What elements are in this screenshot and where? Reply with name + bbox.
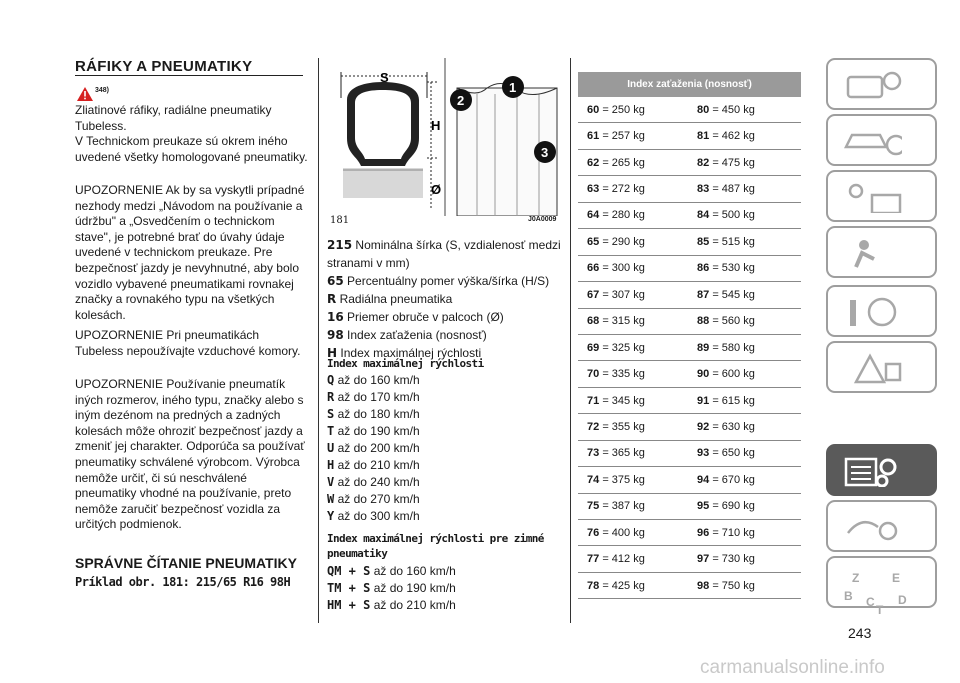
table-cell: 67 = 307 kg [587,288,645,301]
speed-row: R až do 170 km/h [327,390,420,404]
page-number: 243 [848,625,872,641]
legend-key: 98 [327,328,344,342]
table-cell: 84 = 500 kg [697,209,755,222]
speed-index-title: Index maximálnej rýchlosti [327,357,484,370]
table-cell: 64 = 280 kg [587,209,645,222]
table-cell: 92 = 630 kg [697,420,755,433]
callout-3: 3 [541,145,549,160]
intro-paragraph: Zliatinové ráfiky, radiálne pneumatiky Tubeless. [75,103,272,133]
legend-text: Priemer obruče v palcoch (Ø) [347,310,504,324]
notice-paragraph-1: UPOZORNENIE Ak by sa vyskytli prípadné nezhody medzi „Návodom na používanie a údržbu" a „Osvedčením o technickom stave", je potrebné brať do úvahy údaje uvedené v technickom preukaze. Pre bezpečnosť jazdy je nevyhnutné, aby bolo vozidlo vybavené pneumatikami rovnakej značky a rovnakého typu na všetkých kolesách. [75,183,305,322]
warning-lights-icon [842,181,902,213]
table-row [578,573,801,599]
legend-key: 215 [327,238,353,252]
safety-airbag-icon [842,237,902,269]
winter-speed-row: TM + S až do 190 km/h [327,581,456,595]
speed-row: U až do 200 km/h [327,441,420,455]
table-cell: 70 = 335 kg [587,368,645,381]
figure-code: J0A0009 [528,216,557,223]
legend-text: Nominálna šírka (S, vzdialenosť medzi stranami v mm) [327,238,561,270]
speed-row: H až do 210 km/h [327,458,420,472]
load-index-table [578,72,801,599]
speed-row: W až do 270 km/h [327,492,420,506]
table-cell: 95 = 690 kg [697,500,755,513]
table-cell: 66 = 300 kg [587,262,645,275]
table-cell: 65 = 290 kg [587,235,645,248]
warning-reference: 348) [95,87,110,94]
table-cell: 82 = 475 kg [697,156,755,169]
table-row [578,388,801,414]
legend-item [327,236,562,272]
width-label: S [380,70,389,85]
steering-wheel-icon [842,296,902,328]
table-cell: 74 = 375 kg [587,473,645,486]
watermark: carmanualsonline.info [700,657,885,678]
car-dashboard-icon [842,69,902,101]
warning-triangle-icon [77,87,93,101]
table-cell: 81 = 462 kg [697,130,755,143]
tyre-reading-title: SPRÁVNE ČÍTANIE PNEUMATIKY [75,555,297,571]
car-info-icon [842,125,902,157]
table-cell: 96 = 710 kg [697,526,755,539]
callout-2: 2 [457,93,465,108]
table-cell: 62 = 265 kg [587,156,645,169]
legend-text: Index maximálnej rýchlosti [340,346,482,360]
chapter-tab[interactable] [826,341,937,393]
table-row [578,150,801,176]
page-title: RÁFIKY A PNEUMATIKY [75,58,253,75]
legend-key: 65 [327,274,344,288]
tyre-example: Príklad obr. 181: 215/65 R16 98H [75,575,291,589]
table-cell: 88 = 560 kg [697,315,755,328]
table-cell: 85 = 515 kg [697,235,755,248]
legend-text: Radiálna pneumatika [339,292,453,306]
table-cell: 91 = 615 kg [697,394,755,407]
table-cell: 94 = 670 kg [697,473,755,486]
speed-row: Q až do 160 km/h [327,373,420,387]
table-row [578,520,801,546]
table-header: Index zaťaženia (nosnosť) [578,72,801,97]
table-row [578,494,801,520]
legend-text: Percentuálny pomer výška/šírka (H/S) [347,274,550,288]
table-cell: 80 = 450 kg [697,103,755,116]
table-cell: 60 = 250 kg [587,103,645,116]
registration-paragraph: V Technickom preukaze sú okrem iného uvedené všetky homologované pneumatiky. [75,134,308,164]
table-row [578,229,801,255]
table-cell: 71 = 345 kg [587,394,645,407]
notice-paragraph-3: UPOZORNENIE Používanie pneumatík iných rozmerov, iného typu, značky alebo s iným dezénom na predných a zadných kolesách môže ohroziť bezpečnosť jazdy a zmeniť jej charakter. Odporúča sa používať pneumatiky schválené výrobcom. Výrobca nemôže určiť, či sú neschválené pneumatiky vhodné na používanie, preto nemôže zaručiť bezpečnosť vozidla za určitých podmienok. [75,377,305,532]
table-row [578,546,801,572]
table-row [578,256,801,282]
table-cell: 68 = 315 kg [587,315,645,328]
table-row [578,467,801,493]
speed-row: Y až do 300 km/h [327,509,420,523]
table-row [578,441,801,467]
table-cell: 83 = 487 kg [697,183,755,196]
table-row [578,335,801,361]
table-row [578,309,801,335]
table-cell: 93 = 650 kg [697,447,755,460]
legend-text: Index zaťaženia (nosnosť) [347,328,487,342]
table-row [578,361,801,387]
winter-speed-row: HM + S až do 210 km/h [327,598,456,612]
table-body [578,97,801,599]
table-cell: 75 = 387 kg [587,500,645,513]
emergency-icon [842,352,902,384]
diameter-label: Ø [431,182,442,197]
figure-number: 181 [330,215,350,226]
table-cell: 69 = 325 kg [587,341,645,354]
index-letters-icon: Z E B C T D [844,571,907,617]
table-cell: 87 = 545 kg [697,288,755,301]
title-divider [75,75,303,76]
table-cell: 77 = 412 kg [587,553,645,566]
legend-item [327,326,562,344]
chapter-tab[interactable] [826,114,937,166]
table-cell: 98 = 750 kg [697,579,755,592]
callout-1: 1 [509,80,517,95]
chapter-tab[interactable] [826,500,937,552]
speed-row: S až do 180 km/h [327,407,420,421]
chapter-tab[interactable] [826,58,937,110]
table-row [578,282,801,308]
table-cell: 76 = 400 kg [587,526,645,539]
table-row [578,123,801,149]
tyre-diagram [327,58,563,216]
table-row [578,176,801,202]
table-row [578,203,801,229]
column-divider [570,58,571,623]
legend-key: R [327,292,337,306]
table-cell: 97 = 730 kg [697,553,755,566]
table-cell: 63 = 272 kg [587,183,645,196]
legend-item [327,308,562,326]
table-cell: 86 = 530 kg [697,262,755,275]
height-label: H [431,118,441,133]
table-cell: 78 = 425 kg [587,579,645,592]
speed-row: T až do 190 km/h [327,424,420,438]
table-row [578,97,801,123]
technical-data-icon [842,455,902,487]
table-row [578,414,801,440]
table-cell: 73 = 365 kg [587,447,645,460]
legend-list [327,236,562,362]
legend-key: H [327,346,338,360]
notice-paragraph-2: UPOZORNENIE Pri pneumatikách Tubeless nepoužívajte vzduchové komory. [75,328,301,358]
legend-item [327,290,562,308]
winter-speed-row: QM + S až do 160 km/h [327,564,456,578]
chapter-tab[interactable] [826,226,937,278]
legend-key: 16 [327,310,344,324]
chapter-tab[interactable] [826,170,937,222]
legend-item [327,272,562,290]
winter-speed-title: Index maximálnej rýchlosti pre zimné pneumatiky [327,532,544,560]
chapter-tab[interactable] [826,285,937,337]
column-divider [318,58,319,623]
table-cell: 89 = 580 kg [697,341,755,354]
table-cell: 90 = 600 kg [697,368,755,381]
speed-row: V až do 240 km/h [327,475,420,489]
table-cell: 72 = 355 kg [587,420,645,433]
chapter-tab[interactable] [826,444,937,496]
table-cell: 61 = 257 kg [587,130,645,143]
chapter-tab[interactable] [826,556,937,617]
multimedia-icon [842,511,902,543]
